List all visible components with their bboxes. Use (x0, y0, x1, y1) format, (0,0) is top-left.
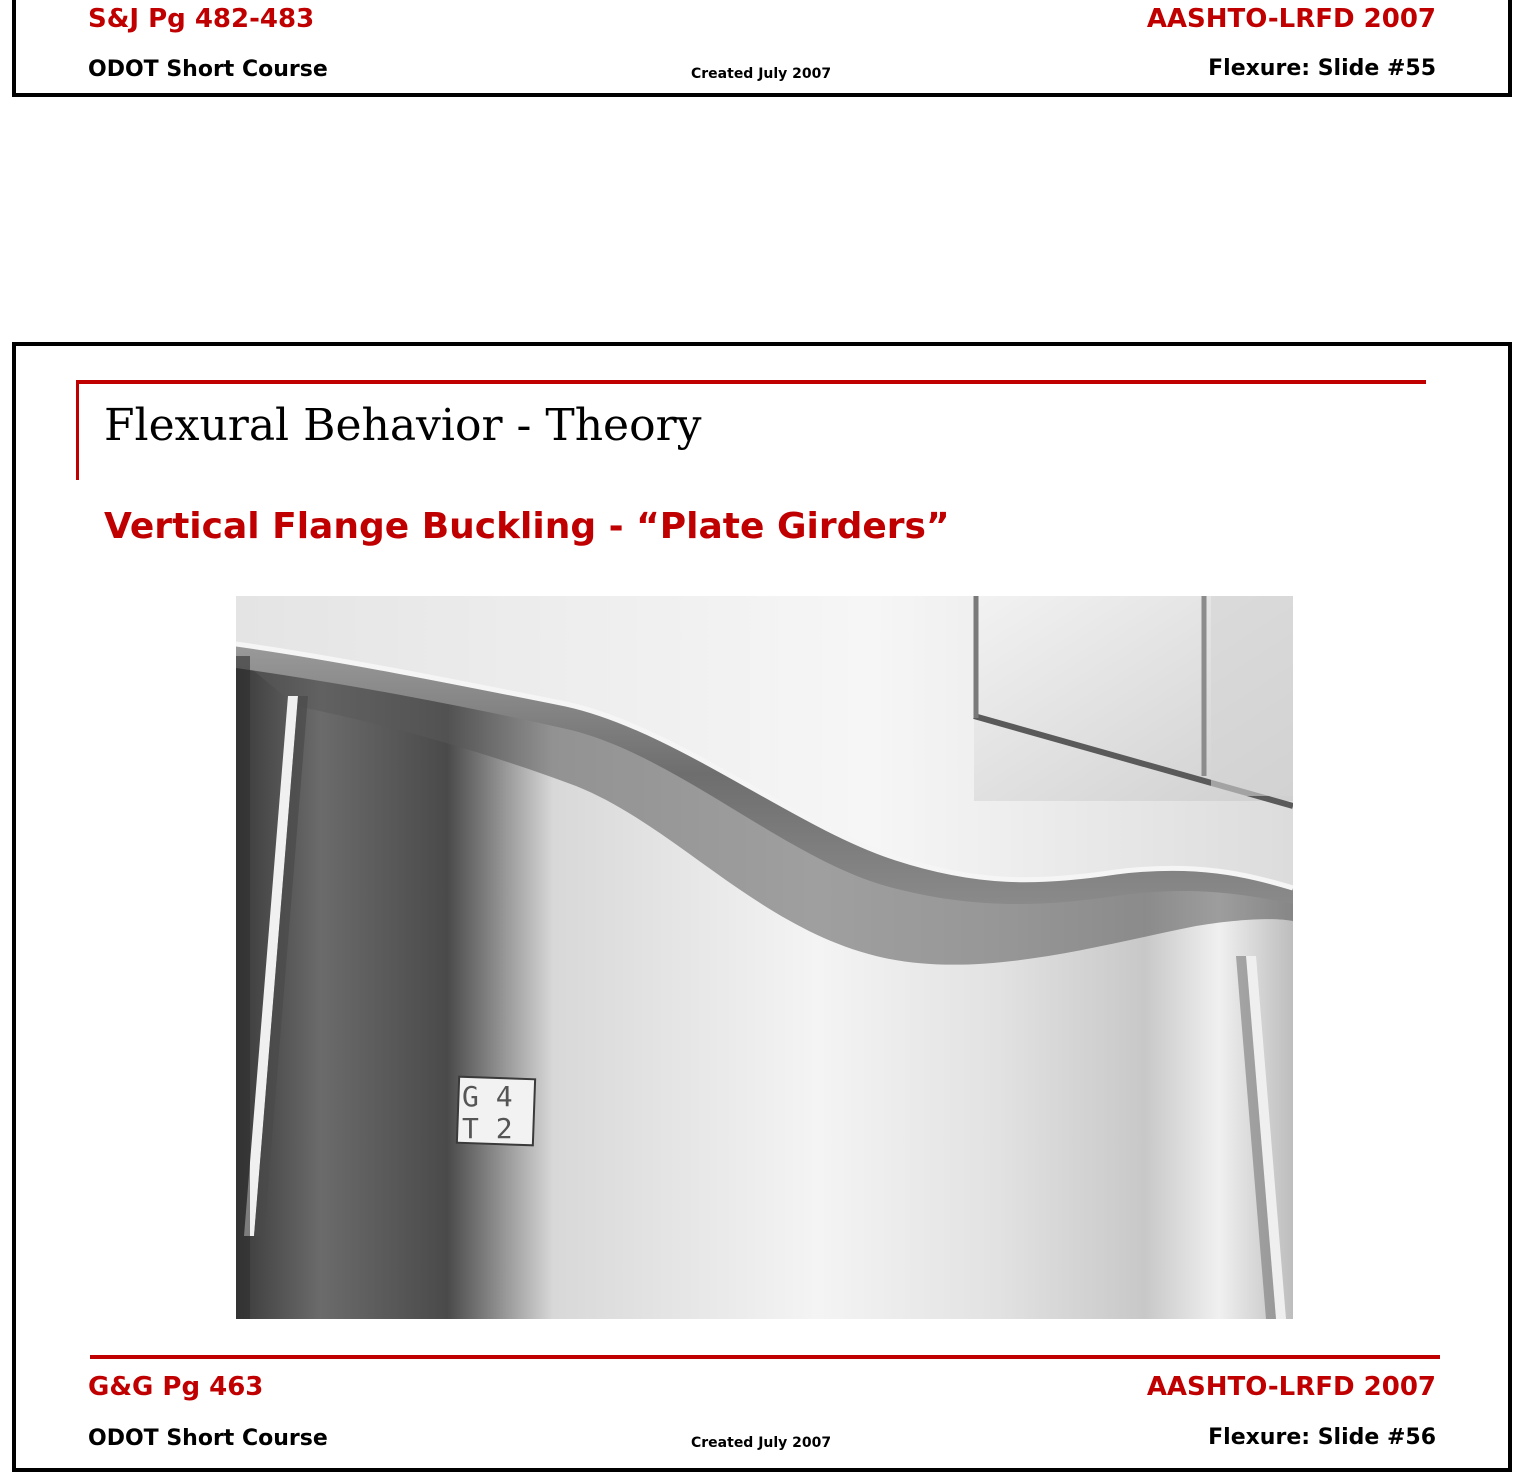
slide-55 (12, 0, 1512, 97)
footer-rule (90, 1355, 1440, 1359)
slide-number: Flexure: Slide #55 (1208, 56, 1436, 81)
course-name: ODOT Short Course (88, 57, 328, 82)
left-reference: S&J Pg 482-483 (88, 4, 315, 34)
created-date: Created July 2007 (691, 66, 832, 82)
slide-subtitle: Vertical Flange Buckling - “Plate Girders” (104, 506, 950, 547)
plate-girder-photo (236, 596, 1293, 1319)
label-line-2: T 2 (462, 1112, 513, 1145)
course-name: ODOT Short Course (88, 1426, 328, 1451)
right-reference: AASHTO-LRFD 2007 (1146, 4, 1436, 34)
specimen-label (457, 1077, 535, 1146)
label-line-1: G 4 (462, 1080, 513, 1113)
slide-56 (12, 342, 1512, 1472)
created-date: Created July 2007 (691, 1435, 832, 1451)
slide-title: Flexural Behavior - Theory (104, 400, 702, 451)
slide-number: Flexure: Slide #56 (1208, 1425, 1436, 1450)
right-reference: AASHTO-LRFD 2007 (1146, 1372, 1436, 1402)
left-reference: G&G Pg 463 (88, 1372, 264, 1402)
